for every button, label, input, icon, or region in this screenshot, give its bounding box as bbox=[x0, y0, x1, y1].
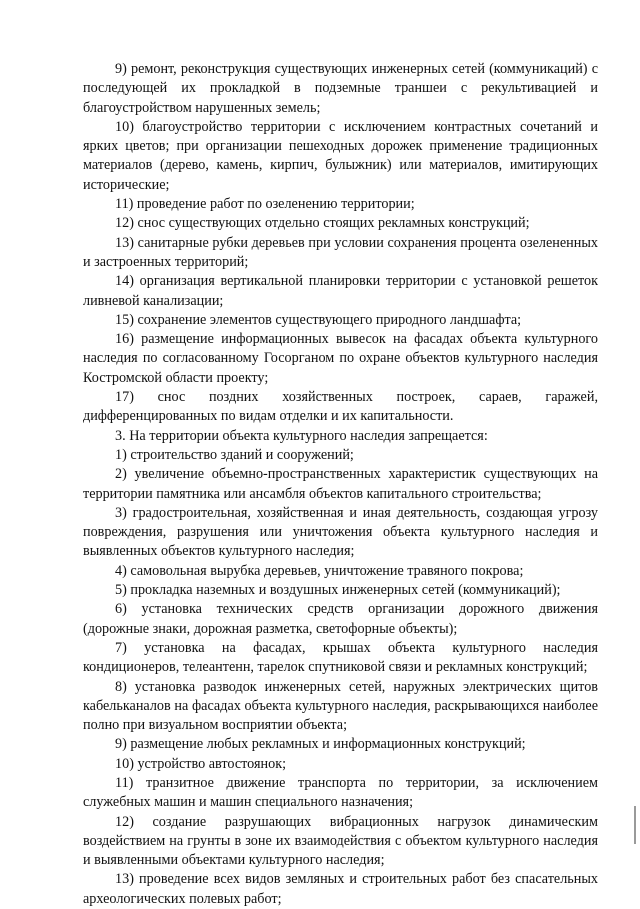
document-paragraph: 16) размещение информационных вывесок на фасадах объекта культурного наследия по согласованному Госорганом по охране объектов культурного наследия Костромской области проекту; bbox=[83, 331, 598, 386]
document-paragraph: 4) самовольная вырубка деревьев, уничтожение травяного покрова; bbox=[115, 562, 524, 579]
scan-edge-mark bbox=[634, 806, 636, 844]
document-paragraph: 15) сохранение элементов существующего природного ландшафта; bbox=[115, 311, 522, 328]
document-paragraph: 1) строительство зданий и сооружений; bbox=[115, 446, 354, 463]
document-paragraph: 9) ремонт, реконструкция существующих инженерных сетей (коммуникаций) с последующей их прокладкой в подземные траншеи с рекультивацией и благоустройством нарушенных земель; bbox=[83, 61, 598, 116]
document-paragraph: 6) установка технических средств организации дорожного движения (дорожные знаки, дорожная разметка, светофорные объекты); bbox=[83, 601, 598, 637]
document-paragraph: 9) размещение любых рекламных и информационных конструкций; bbox=[115, 736, 526, 753]
document-paragraph: 13) санитарные рубки деревьев при условии сохранения процента озелененных и застроенных территорий; bbox=[83, 234, 598, 270]
document-paragraph: 11) проведение работ по озеленению территории; bbox=[115, 196, 415, 213]
document-paragraph: 13) проведение всех видов земляных и строительных работ без спасательных археологических полевых работ; bbox=[83, 871, 598, 907]
document-paragraph: 11) транзитное движение транспорта по территории, за исключением служебных машин и машин специального назначения; bbox=[83, 774, 598, 811]
document-paragraph: 12) снос существующих отдельно стоящих рекламных конструкций; bbox=[115, 215, 530, 232]
document-paragraph: 12) создание разрушающих вибрационных нагрузок динамическим воздействием на грунты в зоне их взаимодействия с объектом культурного наследия и выявленными объектами культурного наследия; bbox=[83, 813, 598, 869]
document-paragraph: 10) благоустройство территории с исключением контрастных сочетаний и ярких цветов; при организации пешеходных дорожек применение традиционных материалов (дерево, камень, кирпич, булыжник) или материалов, имитирующих исторические; bbox=[83, 118, 598, 193]
document-paragraph: 2) увеличение объемно-пространственных характеристик существующих на территории памятника или ансамбля объектов капитального строительства; bbox=[83, 466, 598, 502]
document-paragraph: 14) организация вертикальной планировки территории с установкой решеток ливневой канализации; bbox=[83, 273, 598, 309]
document-paragraph: 17) снос поздних хозяйственных построек, сараев, гаражей, дифференцированных по видам отделки и их капитальности. bbox=[83, 389, 598, 425]
document-paragraph: 3) градостроительная, хозяйственная и иная деятельность, создающая угрозу повреждения, разрушения или уничтожения объекта культурного наследия и выявленных объектов культурного наследия; bbox=[83, 504, 598, 560]
document-paragraph: 3. На территории объекта культурного наследия запрещается: bbox=[115, 427, 488, 444]
document-paragraph: 10) устройство автостоянок; bbox=[115, 755, 287, 772]
document-body bbox=[83, 60, 598, 909]
document-paragraph: 8) установка разводок инженерных сетей, наружных электрических щитов кабельканалов на фасадах объекта культурного наследия, раскрывающихся наиболее полно при визуальном восприятии объекта; bbox=[83, 678, 598, 734]
document-paragraph: 7) установка на фасадах, крышах объекта культурного наследия кондиционеров, телеантенн, тарелок спутниковой связи и рекламных конструкций; bbox=[83, 639, 598, 676]
document-paragraph: 5) прокладка наземных и воздушных инженерных сетей (коммуникаций); bbox=[115, 582, 561, 599]
